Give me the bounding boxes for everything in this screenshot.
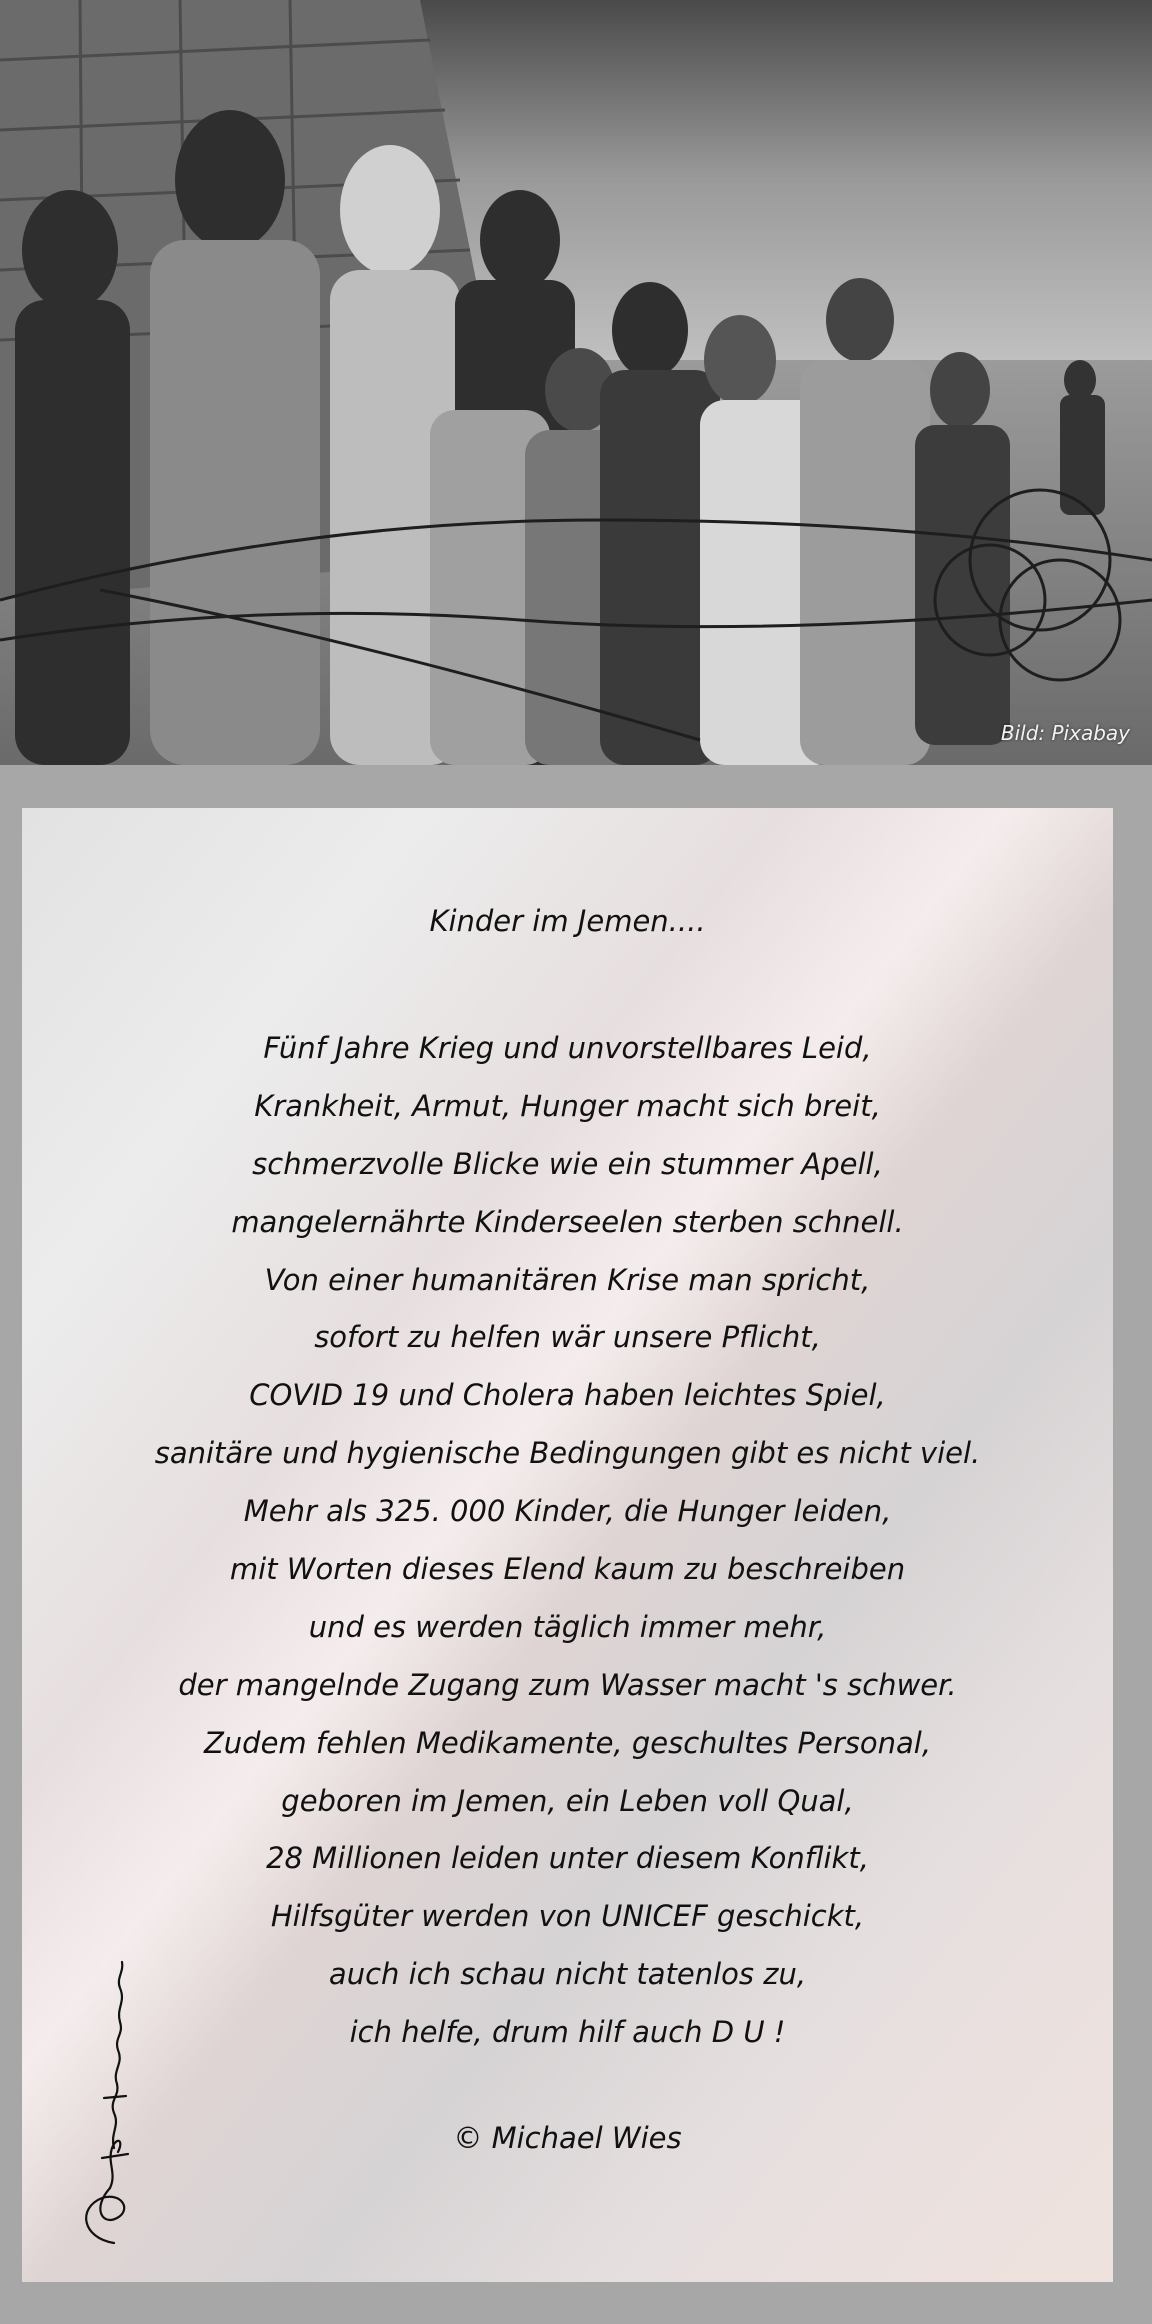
poem-line: sofort zu helfen wär unsere Pflicht, <box>314 1320 821 1355</box>
poem-line: Mehr als 325. 000 Kinder, die Hunger leiden, <box>243 1494 892 1529</box>
poem-line: Zudem fehlen Medikamente, geschultes Personal, <box>203 1725 932 1760</box>
poem-title: Kinder im Jemen.... <box>429 904 706 938</box>
poem-line: Von einer humanitären Krise man spricht, <box>264 1262 871 1297</box>
photo-illustration <box>0 0 1152 765</box>
poem-line: sanitäre und hygienische Bedingungen gibt es nicht viel. <box>154 1436 981 1471</box>
photo-credit: Bild: Pixabay <box>1000 721 1130 745</box>
poem-line: mangelernährte Kinderseelen sterben schnell. <box>231 1204 904 1239</box>
poem-card <box>22 808 1113 2282</box>
poem-line: mit Worten dieses Elend kaum zu beschreiben <box>229 1552 906 1587</box>
poem-line: COVID 19 und Cholera haben leichtes Spiel, <box>249 1378 886 1413</box>
poem-line: 28 Millionen leiden unter diesem Konflikt, <box>266 1841 869 1876</box>
poem-line: Krankheit, Armut, Hunger macht sich breit, <box>254 1088 881 1123</box>
poem-line: Hilfsgüter werden von UNICEF geschickt, <box>270 1899 865 1934</box>
poem-line: auch ich schau nicht tatenlos zu, <box>328 1957 807 1992</box>
poem-line: der mangelnde Zugang zum Wasser macht 's schwer. <box>178 1667 957 1702</box>
poem-line: und es werden täglich immer mehr, <box>308 1609 827 1644</box>
poem-line: ich helfe, drum hilf auch D U ! <box>349 2015 786 2050</box>
header-photo <box>0 0 1152 765</box>
signature-logo <box>62 1948 162 2248</box>
copyright: © Michael Wies <box>453 2121 682 2155</box>
poem-line: geboren im Jemen, ein Leben voll Qual, <box>281 1783 854 1818</box>
poem-line: Fünf Jahre Krieg und unvorstellbares Leid, <box>263 1031 872 1065</box>
poem-lines <box>22 1020 1113 2062</box>
poem-line: schmerzvolle Blicke wie ein stummer Apell, <box>252 1146 883 1181</box>
